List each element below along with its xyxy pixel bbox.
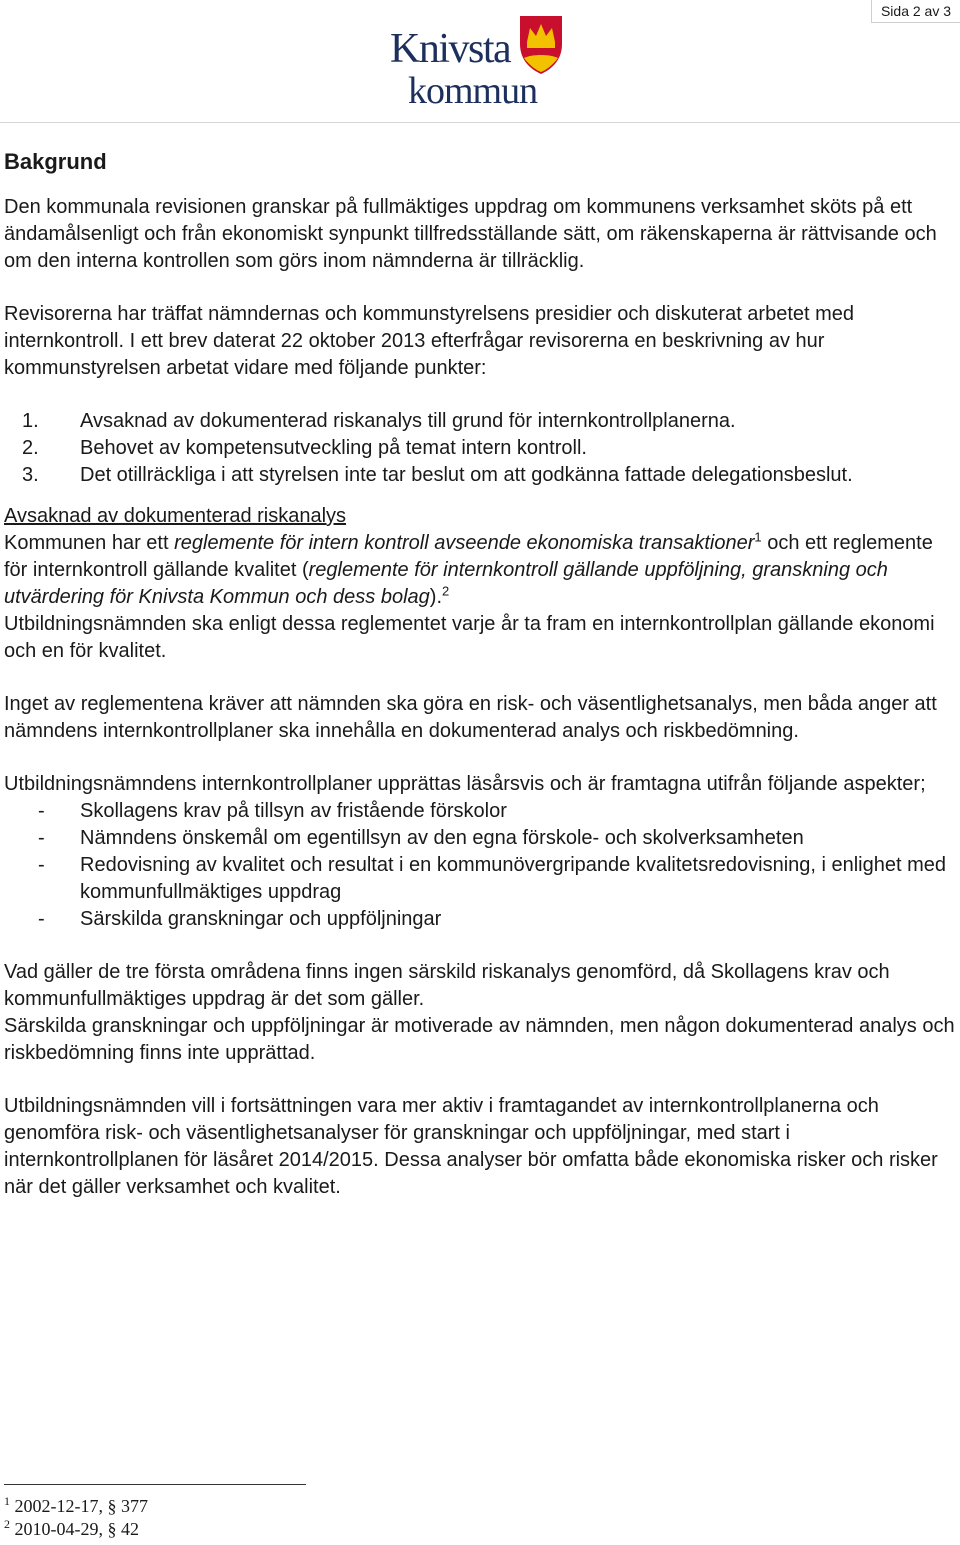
footnote-divider bbox=[4, 1484, 306, 1485]
list-item: 1. Avsaknad av dokumenterad riskanalys till grund för internkontrollplanerna. bbox=[22, 410, 736, 432]
paragraph-revisors: Revisorerna har träffat nämndernas och kommunstyrelsens presidier och diskuterat arbetet med internkontroll. I ett brev daterat 22 oktober 2013 efterfrågar revisorerna en beskrivning av hur kommunstyrelsen arbetat vidare med följande punkter: bbox=[4, 303, 855, 379]
logo-line-2: kommun bbox=[408, 70, 538, 112]
paragraph-background: Den kommunala revisionen granskar på fullmäktiges uppdrag om kommunens verksamhet sköts på ett ändamålsenligt och från ekonomiskt synpunkt tillfredsställande sätt, om räkenskaperna är rättvisande och om den interna kontrollen som görs inom nämnderna är tillräcklig. bbox=[4, 196, 937, 272]
list-item: 2. Behovet av kompetensutveckling på temat intern kontroll. bbox=[22, 437, 587, 459]
logo-line-1: Knivsta bbox=[390, 26, 511, 72]
list-item: 3. Det otillräckliga i att styrelsen inte tar beslut om att godkänna fattade delegationsbeslut. bbox=[22, 464, 853, 486]
paragraph-tre-forsta: Vad gäller de tre första områdena finns ingen särskild riskanalys genomförd, då Skollagens krav och kommunfullmäktiges uppdrag är det som gäller. bbox=[4, 961, 890, 1010]
list-item: - Skollagens krav på tillsyn av fristående förskolor bbox=[38, 800, 507, 822]
subheading-riskanalys: Avsaknad av dokumenterad riskanalys bbox=[4, 505, 347, 527]
paragraph-sarskilda: Särskilda granskningar och uppföljningar är motiverade av nämnden, men någon dokumenterad analys och riskbedömning finns inte upprättad. bbox=[4, 1015, 955, 1064]
paragraph-fortsattningen: Utbildningsnämnden vill i fortsättningen vara mer aktiv i framtagandet av internkontrollplanerna och genomföra risk- och väsentlighetsanalyser för granskningar och uppföljningar, med start i internkontrollplanen för läsåret 2014/2015. Dessa analyser bör omfatta både ekonomiska risker och risker när det gäller verksamhet och kvalitet. bbox=[4, 1095, 938, 1198]
paragraph-aspekter: Utbildningsnämndens internkontrollplaner upprättas läsårsvis och är framtagna utifrån följande aspekter; bbox=[4, 773, 926, 795]
paragraph-reglementen: Kommunen har ett reglemente för intern kontroll avseende ekonomiska transaktioner$^1$ och ett reglemente för internkontroll gällande kvalitet (reglemente för internkontroll gällande uppföljning, granskning och utvärdering för Knivsta Kommun och dess bolag).$^2$ Utbildningsnämnden ska enligt dessa reglementet varje år ta fram en internkontrollplan gällande ekonomi och en för kvalitet. bbox=[4, 529, 935, 662]
page-number: Sida 2 av 3 bbox=[871, 0, 960, 23]
dash-list bbox=[4, 798, 956, 933]
section-heading: Bakgrund bbox=[4, 149, 107, 174]
logo-wordmark bbox=[390, 26, 538, 112]
paragraph-reglementena: Inget av reglementena kräver att nämnden ska göra en risk- och väsentlighetsanalys, men båda anger att nämndens internkontrollplaner ska innehålla en dokumenterad analys och riskbedömning. bbox=[4, 693, 937, 742]
footnotes bbox=[4, 1495, 148, 1541]
header-divider bbox=[0, 122, 960, 123]
document-body bbox=[4, 146, 956, 1201]
footnote: $^2$ 2010-04-29, § 42 bbox=[4, 1517, 139, 1539]
knivsta-kommun-logo bbox=[390, 14, 570, 112]
list-item: - Redovisning av kvalitet och resultat i en kommunövergripande kvalitetsredovisning, i enlighet med kommunfullmäktiges uppdrag bbox=[38, 854, 947, 903]
numbered-list bbox=[4, 408, 956, 489]
crest-icon bbox=[518, 14, 564, 76]
list-item: - Särskilda granskningar och uppföljningar bbox=[38, 908, 442, 930]
footnote: $^1$ 2002-12-17, § 377 bbox=[4, 1494, 148, 1516]
list-item: - Nämndens önskemål om egentillsyn av den egna förskole- och skolverksamheten bbox=[38, 827, 804, 849]
